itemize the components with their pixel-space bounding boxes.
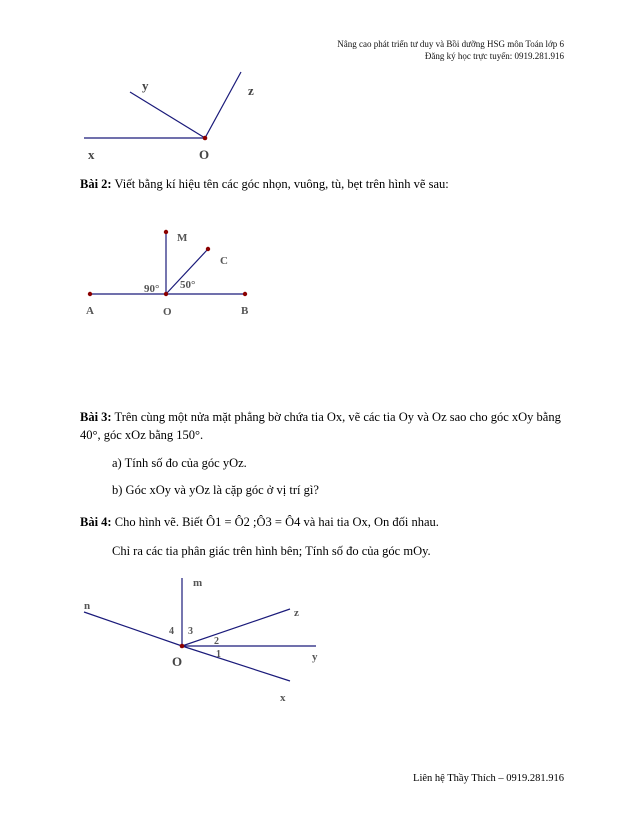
header-line1: Nâng cao phát triển tư duy và Bồi dưỡng HSG môn Toán lớp 6 [337, 39, 564, 49]
ray-oy [130, 92, 205, 138]
label-angle-3: 3 [188, 626, 193, 637]
label-m: M [177, 232, 188, 244]
bai4-paragraph [80, 513, 439, 531]
label-o: O [199, 147, 210, 162]
bai4-label: Bài 4: [80, 515, 112, 529]
point-a [88, 292, 92, 296]
bai3-question-b: b) Góc xOy và yOz là cặp góc ở vị trí gì? [112, 483, 319, 497]
label-o: O [172, 654, 183, 669]
figure-3 [0, 570, 638, 710]
figure-1 [0, 0, 638, 170]
label-angle-4: 4 [169, 626, 174, 637]
bai3-line1: Trên cùng một nửa mặt phẳng bờ chứa tia Ox, vẽ các tia Oy và Oz sao cho góc xOy bằng [111, 410, 561, 424]
label-angle-1: 1 [216, 649, 221, 660]
bai4-math: Ô1 = Ô2 ;Ô3 = Ô4 [206, 515, 301, 529]
label-x: x [280, 692, 286, 704]
bai2-paragraph [80, 175, 449, 193]
label-o: O [163, 306, 172, 318]
ray-oz [205, 72, 241, 138]
label-m: m [193, 577, 203, 589]
label-x: x [88, 147, 95, 162]
bai4-line2: Chỉ ra các tia phân giác trên hình bên; Tính số đo của góc mOy. [112, 544, 431, 558]
bai2-label: Bài 2: [80, 177, 112, 191]
page-footer: Liên hệ Thầy Thích – 0919.281.916 [413, 773, 564, 784]
label-z: z [248, 83, 254, 98]
point-o2 [164, 292, 168, 296]
ray-oz [182, 609, 290, 646]
label-a: A [86, 305, 94, 317]
label-b: B [241, 305, 249, 317]
label-y: y [142, 78, 149, 93]
point-b [243, 292, 247, 296]
label-n: n [84, 600, 91, 612]
label-z: z [294, 607, 299, 619]
point-m [164, 230, 168, 234]
bai4-text-post: và hai tia Ox, On đối nhau. [300, 515, 439, 529]
bai2-text: Viết bằng kí hiệu tên các góc nhọn, vuông, tù, bẹt trên hình vẽ sau: [111, 177, 449, 191]
bai3-label: Bài 3: [80, 410, 112, 424]
label-angle-50: 50° [180, 279, 196, 291]
bai3-paragraph [80, 408, 561, 444]
ray-ox [182, 646, 290, 681]
bai3-line2: 40°, góc xOz bằng 150°. [80, 428, 204, 442]
label-y: y [312, 651, 318, 663]
point-o [203, 136, 208, 141]
figure-2 [0, 220, 638, 330]
header-line2: Đăng ký học trực tuyến: 0919.281.916 [424, 51, 564, 61]
point-o3 [180, 644, 185, 649]
label-angle-90: 90° [144, 283, 160, 295]
ray-on [84, 612, 182, 646]
bai3-question-a: a) Tính số đo của góc yOz. [112, 456, 247, 470]
point-c [206, 247, 210, 251]
bai4-text-pre: Cho hình vẽ. Biết [111, 515, 207, 529]
label-angle-2: 2 [214, 636, 219, 647]
label-c: C [220, 255, 228, 267]
